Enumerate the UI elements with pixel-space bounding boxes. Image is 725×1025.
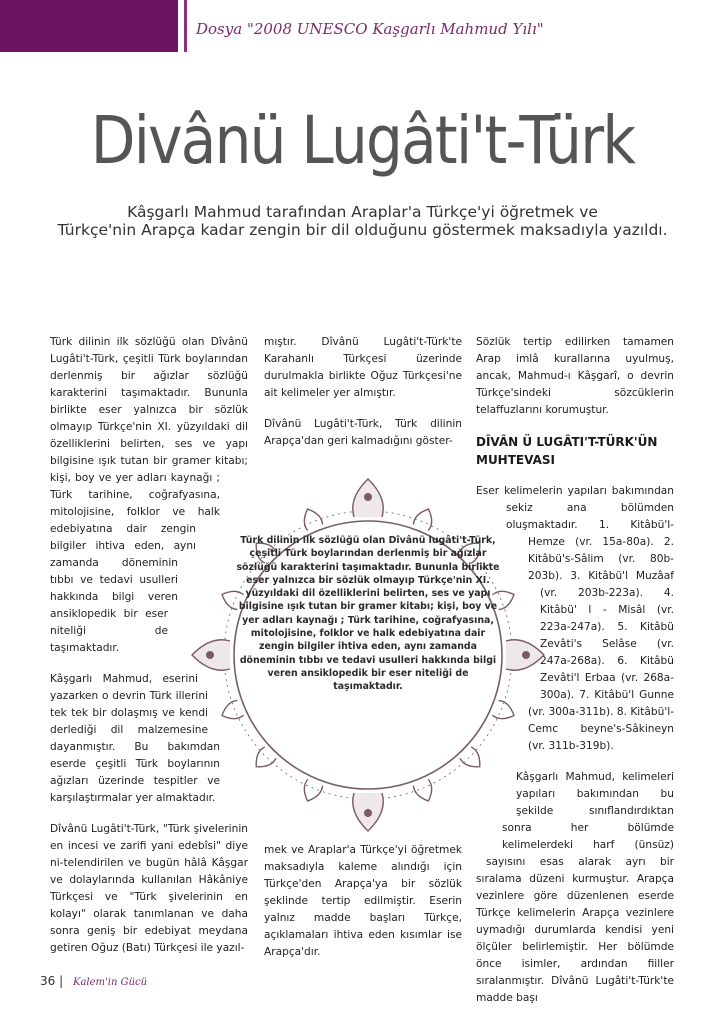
col3-paragraph-3: Kâşgarlı Mahmud, kelimeleri yapıları bakımından bu şekilde sınıflandırdıktan sonra her bölümde kelimelerdeki harf (ünsüz) sayısını esas alarak ayrı bir sıralama düzeni kurmuştur. Arapça vezinlere göre düzenlenen eserde Türkçe kelimelerin Arapça vezinlere uymadığı durumlarda kendisi yeni ölçüler belirlemiştir. Her bölümde önce isimler, ardından fiiller sıralanmıştır. Dîvânü Lugâti't-Türk'te madde başı <box>476 771 674 1004</box>
section-heading: DÎVÂN Ü LUGÂTI'T-TÜRK'ÜN MUHTEVASI <box>476 435 658 467</box>
medallion-petal <box>304 779 322 801</box>
col1-paragraph-2: Kâşgarlı Mahmud, eserini yazarken o devrin Türk illerini tek tek bir dolaşmış ve kendi derlediği dil malzemesine dayanmıştır. Bu bakımdan eserde çeşitli Türk boylarının ağızları üzerinde tespitler ve karşılaştırmalar yer almaktadır. <box>50 673 220 804</box>
medallion-petal <box>413 509 431 531</box>
page-number: 36 <box>40 974 56 988</box>
medallion-petal <box>413 779 431 801</box>
col1-paragraph-3: Dîvânü Lugâti't-Türk, "Türk şivelerinin en incesi ve zarifi yani edebîsi" diye ni-telendirilen ve bugün hâlâ Kâşgar ve dolaylarında kullanılan Hâkâniye Türkçesi ve "Türk şivelerinin en kolayı" olarak tanımlanan ve daha sonra geniş bir edebiyat meydana getiren Oğuz (Batı) Türkçesi ile yazıl- <box>50 823 248 954</box>
column-2 <box>264 334 462 464</box>
medallion-text: Türk dilinin ilk sözlüğü olan Dîvânü lugâti't-Türk, çeşitli Türk boylarından derlenmiş bir ağızlar sözlüğü karakterini taşımaktadır. Bununla birlikte eser yalnızca bir sözlük olmayıp Türkçe'nin XI. yüzyıldaki dil özelliklerini belirten, ses ve yapı bilgisine ışık tutan bir gramer kitabı; kişi, boy ve yer adları kaynağı ; Türk tarihine, coğrafyasına, mitolojisine, folklor ve halk edebiyatına dair zengin bilgiler ihtiva eden, aynı zamanda döneminin tıbbı ve tedavi usulleri hakkında bilgi veren ansiklopedik bir eser niteliği de taşımaktadır. <box>236 535 500 693</box>
header-color-bar <box>0 0 178 52</box>
medallion-dot <box>522 651 530 659</box>
column-2-continuation: mek ve Araplar'a Türkçe'yi öğretmek maksadıyla kaleme alındığı için Türkçe'den Arapça'ya bir sözlük şeklinde tertip edilmiştir. Eserin yalnız madde başları Türkçe, açıklamaları ihtiva eden kısımlar ise Arapça'dır. <box>264 844 462 958</box>
col3-paragraph-2: Eser kelimelerin yapıları bakımından sekiz ana bölümden oluşmaktadır. 1. Kitâbü'l-Hemze (vr. 15a-80a). 2. Kitâbü's-Sâlim (vr. 80b-203b). 3. Kitâbü'l Muzâaf (vr. 203b-223a). 4. Kitâbü' l - Misâl (vr. 223a-247a). 5. Kitâbü Zevâti's Selâse (vr. 247a-268a). 6. Kitâbü Zevâti'l Erbaa (vr. 268a-300a). 7. Kitâbü'l Gunne (vr. 300a-311b). 8. Kitâbü'l-Cemc beyne's-Sâkineyn (vr. 311b-319b). <box>476 485 674 752</box>
header-divider-line <box>184 0 187 52</box>
col3-paragraph-1: Sözlük tertip edilirken tamamen Arap imlâ kurallarına uyulmuş, ancak, Mahmud-ı Kâşgarî, o devrin Türkçe'sindeki sözcüklerin telaffuzlarını korumuştur. <box>476 336 674 416</box>
article-subtitle <box>40 203 685 239</box>
subtitle-line-1: Kâşgarlı Mahmud tarafından Araplar'a Türkçe'yi öğretmek ve <box>127 203 598 221</box>
magazine-name: Kalem'in Gücü <box>72 977 148 988</box>
subtitle-line-2: Türkçe'nin Arapça kadar zengin bir dil olduğunu göstermek maksadıyla yazıldı. <box>57 221 668 239</box>
col1-paragraph-1: Türk dilinin ilk sözlüğü olan Dîvânü Lugâti't-Türk, çeşitli Türk boylarından derlenmiş bir ağızlar sözlüğü karakterini taşımaktadır. Bununla birlikte eser yalnızca bir sözlük olmayıp Türkçe'nin XI. yüzyıldaki dil özelliklerini belirten, ses ve yapı bilgisine ışık tutan bir gramer kitabı; kişi, boy ve yer adları kaynağı ; Türk tarihine, coğrafyasına, mitolojisine, folklor ve halk edebiyatına dair zengin bilgiler ihtiva eden, aynı zamanda döneminin tıbbı ve tedavi usulleri hakkında bilgi veren ansiklopedik bir eser niteliği de taşımaktadır. <box>50 336 248 654</box>
medallion-dot <box>364 809 372 817</box>
medallion-petal <box>222 700 244 718</box>
section-kicker: Dosya "2008 UNESCO Kaşgarlı Mahmud Yılı" <box>196 20 544 38</box>
medallion-dot <box>206 651 214 659</box>
col2-paragraph-1: mıştır. Dîvânü Lugâti't-Türk'te Karahanlı Türkçesi üzerinde durulmakla birlikte Oğuz Türkçesi'ne ait kelimeler yer almıştır. <box>264 336 462 399</box>
medallion-petal <box>492 700 514 718</box>
col2-paragraph-2: Dîvânü Lugâti't-Türk, Türk dilinin Arapça'dan geri kalmadığını göster- <box>264 418 462 447</box>
medallion-dot <box>364 493 372 501</box>
medallion-petal <box>304 509 322 531</box>
footer-separator: | <box>59 974 64 988</box>
page-footer <box>40 974 147 988</box>
article-title: Divânü Lugâti't-Türk <box>90 102 635 179</box>
